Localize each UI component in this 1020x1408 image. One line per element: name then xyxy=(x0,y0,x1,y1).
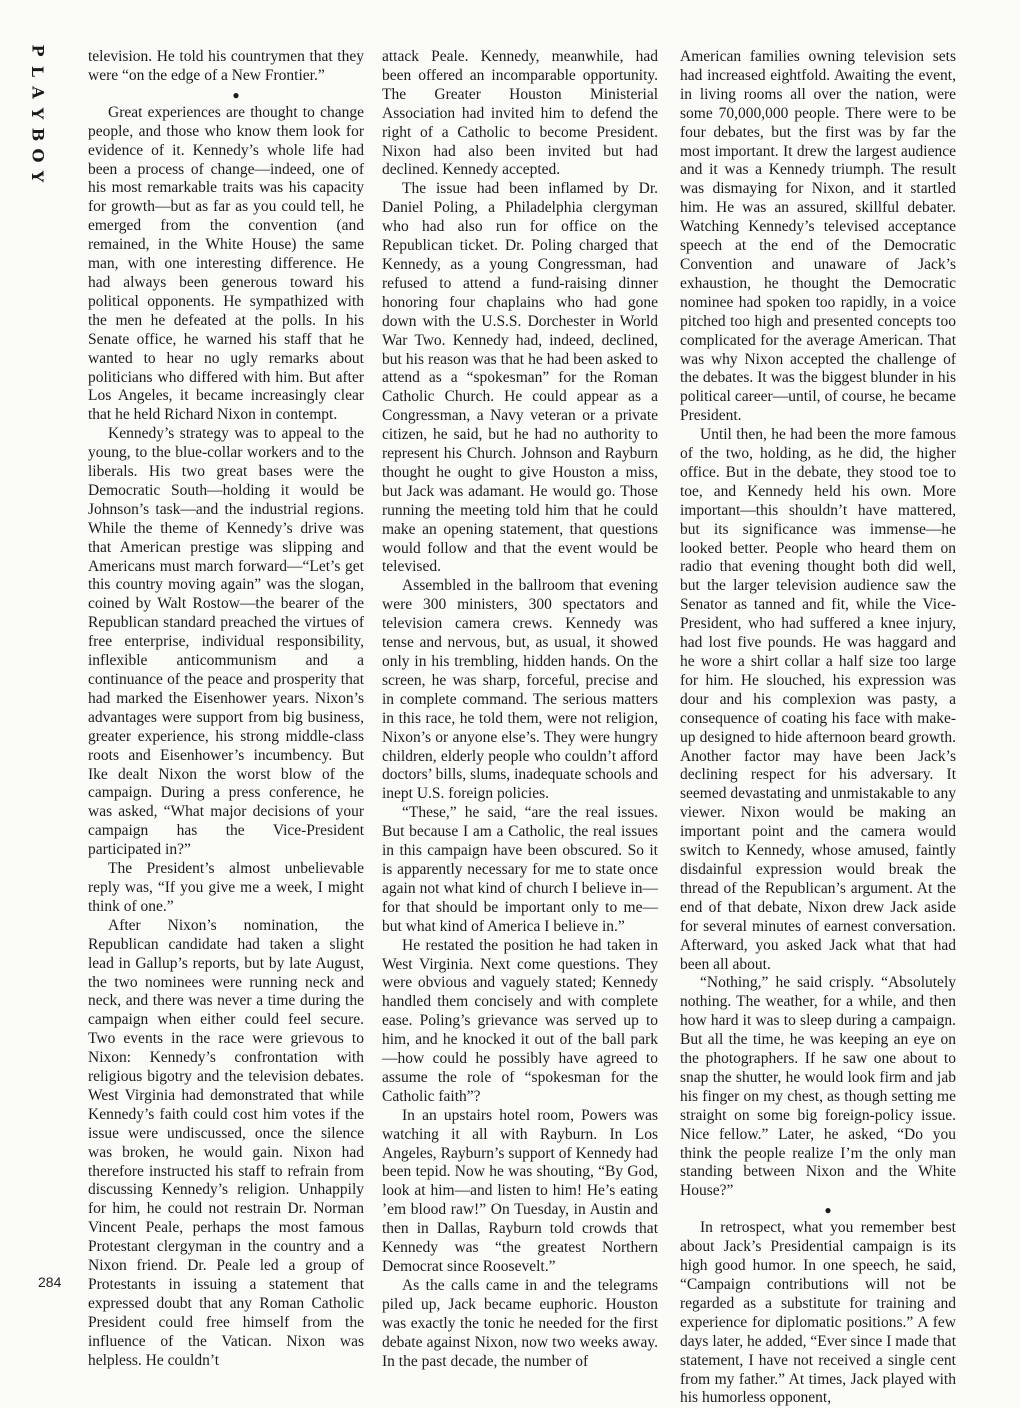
masthead-letter: Y xyxy=(28,170,48,183)
paragraph: The President’s almost unbelievable reply was, “If you give me a week, I might think of one.” xyxy=(88,860,364,915)
page-number: 284 xyxy=(38,1274,62,1290)
paragraph: “These,” he said, “are the real issues. But because I am a Catholic, the real issues in this campaign have been obscured. So it is apparently necessary for me to state once again not what kind of church I believe in—for that should be important only to me—but what kind of America I believe in.” xyxy=(382,804,658,935)
paragraph: Assembled in the ballroom that evening were 300 ministers, 300 spectators and television camera crews. Kennedy was tense and nervous, but, as usual, it showed only in his trembling, hidden hands. On the screen, he was sharp, forceful, precise and in complete command. The serious matters in this race, he told them, were not religion, Nixon’s or anyone else’s. They were hungry children, elderly people who couldn’t afford doctors’ bills, slums, inadequate schools and inept U.S. foreign policies. xyxy=(382,577,658,803)
paragraph: He restated the position he had taken in West Virginia. Next come questions. They were obvious and vaguely stated; Kennedy handled them concisely and with complete ease. Poling’s grievance was served up to him, and he knocked it out of the ball park—how could he possibly have agreed to assume the role of “spokesman for the Catholic faith”? xyxy=(382,936,658,1105)
masthead-letter: P xyxy=(28,44,48,57)
paragraph: American families owning television sets had increased eightfold. Awaiting the event, in living rooms all over the nation, were some 70,000,000 people. There were to be four debates, but the first was by far the most important. It drew the largest audience and it was a Kennedy triumph. The result was dismaying for Nixon, and it startled him. He was an assured, skillful debater. Watching Kennedy’s televised acceptance speech at the end of the Democratic Convention and unaware of Jack’s exhaustion, he thought the Democratic nominee had spoken too rapidly, in a voice pitched too high and presented concepts too complicated for the average American. That was why Nixon accepted the challenge of the debates. It was the biggest blunder in his political career—until, of course, he became President. xyxy=(680,48,956,425)
paragraph: Kennedy’s strategy was to appeal to the young, to the blue-collar workers and to the liberals. His two great bases were the Democratic South—holding it would be Johnson’s task—and the industrial regions. While the theme of Kennedy’s drive was that American prestige was slipping and Americans must march forward—“Let’s get this country moving again” was the slogan, coined by Walt Rostow—the bearer of the Republican standard preached the virtues of free enterprise, individual responsibility, inflexible anticommunism and a continuance of the peace and prosperity that had marked the Eisenhower years. Nixon’s advantages were support from big business, greater experience, his strong middle-class roots and Eisenhower’s incumbency. But Ike dealt Nixon the worst blow of the campaign. During a press conference, he was asked, “What major decisions of your campaign has the Vice-President participated in?” xyxy=(88,425,364,859)
paragraph: As the calls came in and the telegrams piled up, Jack became euphoric. Houston was exactly the tonic he needed for the first debate against Nixon, now two weeks away. In the past decade, the number of xyxy=(382,1276,658,1370)
paragraph: Until then, he had been the more famous of the two, holding, as he did, the higher office. But in the debate, they stood toe to toe, and Kennedy held his own. More important—this shouldn’t have mattered, but its significance was immense—he looked better. People who heard them on radio that evening thought both did well, but the larger television audience saw the Senator as tanned and fit, while the Vice-President, who had suffered a knee injury, had lost five pounds. He was haggard and he wore a shirt collar a half size too large for him. He slouched, his expression was dour and his complexion was pasty, a consequence of coating his face with make-up designed to hide afternoon beard growth. Another factor may have been Jack’s declining respect for his adversary. It seemed devastating and unmistakable to any viewer. Nixon would be making an important point and the camera would switch to Kennedy, whose amused, faintly disdainful expression would break the thread of the Republican’s argument. At the end of that debate, Nixon drew Jack aside for several minutes of earnest conversation. Afterward, you asked Jack what that had been all about. xyxy=(680,426,956,973)
paragraph: In an upstairs hotel room, Powers was watching it all with Rayburn. In Los Angeles, Rayburn’s support of Kennedy had been tepid. Now he was shouting, “By God, look at him—and listen to him! He’s eating ’em blood raw!” On Tuesday, in Austin and then in Dallas, Rayburn told crowds that Kennedy was “the greatest Northern Democrat since Roosevelt.” xyxy=(382,1106,658,1275)
paragraph: Great experiences are thought to change people, and those who know them look for evidence of it. Kennedy’s whole life had been a process of change—indeed, one of his most remarkable traits was his capacity for growth—but as far as you could tell, he emerged from the convention (and remained, in the White House) the same man, with one interesting difference. He had always been generous toward his political opponents. He sympathized with the men he defeated at the polls. In his Senate office, he warned his staff that he wanted to hear no ugly remarks about politicians who differed with him. But after Los Angeles, it became increasingly clear that he held Richard Nixon in contempt. xyxy=(88,103,364,424)
text-column-1 xyxy=(88,48,364,1371)
paragraph: In retrospect, what you remember best about Jack’s Presidential campaign is its high good humor. In one speech, he said, “Campaign contributions will not be regarded as a substitute for training and experience for diplomatic positions.” A few days later, he added, “Ever since I made that statement, I have not received a single cent from my father.” At times, Jack played with his humorless opponent, xyxy=(680,1219,956,1407)
text-column-3 xyxy=(680,48,956,1408)
section-break-bullet: ● xyxy=(824,1203,832,1218)
masthead-letter: B xyxy=(28,127,48,142)
masthead-letter: L xyxy=(28,65,48,78)
paragraph: attack Peale. Kennedy, meanwhile, had been offered an incomparable opportunity. The Greater Houston Ministerial Association had invited him to defend the right of a Catholic to become President. Nixon had also been invited but had declined. Kennedy accepted. xyxy=(382,48,658,179)
paragraph: television. He told his countrymen that they were “on the edge of a New Frontier.” xyxy=(88,48,364,84)
magazine-masthead xyxy=(26,40,50,187)
paragraph: After Nixon’s nomination, the Republican candidate had taken a slight lead in Gallup’s reports, but by late August, the two nominees were running neck and neck, and there was never a time during the campaign when either could feel secure. Two events in the race were grievous to Nixon: Kennedy’s confrontation with religious bigotry and the television debates. West Virginia had demonstrated that while Kennedy’s faith could cost him votes if the issue were undiscussed, once the silence was broken, he would gain. Nixon had therefore instructed his staff to refrain from discussing Kennedy’s religion. Unhappily for him, he could not restrain Dr. Norman Vincent Peale, perhaps the most famous Protestant clergyman in the country and a Nixon friend. Dr. Peale led a group of Protestants in issuing a statement that expressed doubt that any Roman Catholic President could free himself from the influence of the Vatican. Nixon was helpless. He couldn’t xyxy=(88,916,364,1369)
paragraph: The issue had been inflamed by Dr. Daniel Poling, a Philadelphia clergyman who had also run for office on the Republican ticket. Dr. Poling charged that Kennedy, as a young Congressman, had refused to attend a fund-raising dinner honoring four chaplains who had gone down with the U.S.S. Dorchester in World War Two. Kennedy had, indeed, declined, but his reason was that he had been asked to attend as a “spokesman” for the Roman Catholic Church. He could appear as a Congressman, a Navy veteran or a private citizen, he said, but he had no authority to represent his Church. Johnson and Rayburn thought he ought to give Houston a miss, but Jack was adamant. He would go. Those running the meeting told him that he could make an opening statement, that questions would follow and that the event would be televised. xyxy=(382,180,658,576)
masthead-letter: A xyxy=(28,86,48,99)
masthead-letter: O xyxy=(28,148,48,163)
paragraph: “Nothing,” he said crisply. “Absolutely nothing. The weather, for a while, and then how hard it was to sleep during a campaign. But all the time, he was keeping an eye on the photographers. If he saw one about to snap the shutter, he would look firm and jab his finger on my chest, as though setting me straight on some big foreign-policy issue. Nice fellow.” Later, he asked, “Do you think the people realize I’m the only man standing between Nixon and the White House?” xyxy=(680,974,956,1200)
masthead-letter: Y xyxy=(28,107,48,120)
section-break-bullet: ● xyxy=(232,87,240,102)
text-column-2 xyxy=(382,48,658,1371)
